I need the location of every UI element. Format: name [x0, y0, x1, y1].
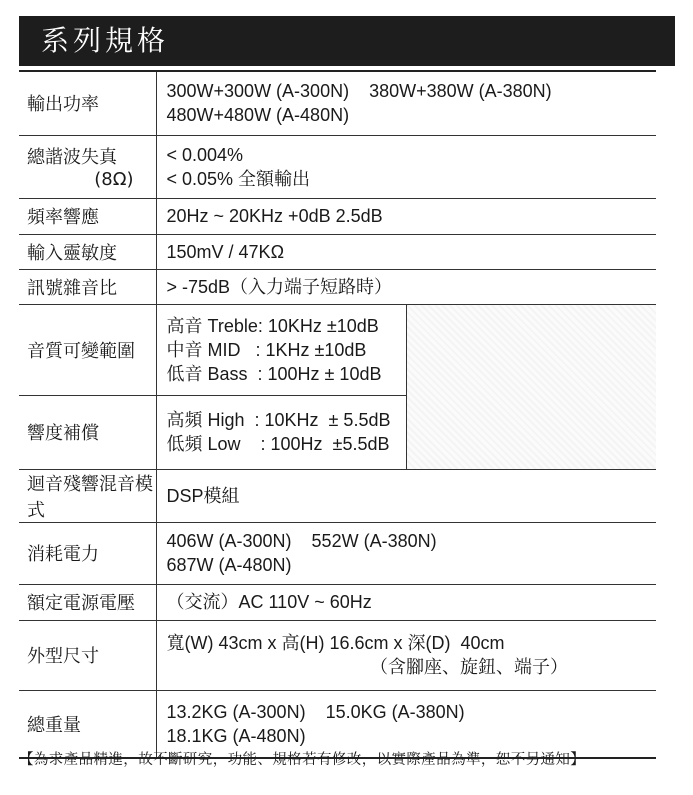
- spec-value: [156, 135, 656, 198]
- spec-value-line: DSP模組: [166, 485, 240, 506]
- spec-label: 響度補償: [19, 396, 156, 469]
- spec-value-line: 低音 Bass : 100Hz ± 10dB: [166, 363, 382, 384]
- table-row: [19, 234, 656, 269]
- spec-label: 音質可變範圍: [19, 304, 156, 396]
- spec-value-line: 高音 Treble: 10KHz ±10dB: [166, 315, 379, 336]
- spec-label: 輸入靈敏度: [19, 234, 156, 269]
- spec-value: [156, 584, 656, 620]
- table-row: [19, 522, 656, 584]
- page-title: 系列規格: [19, 16, 675, 66]
- spec-label: 頻率響應: [19, 198, 156, 234]
- spec-value-line: 低頻 Low : 100Hz ±5.5dB: [166, 434, 390, 455]
- table-row: [19, 620, 656, 690]
- spec-label: 額定電源電壓: [19, 584, 156, 620]
- spec-table: [19, 70, 656, 759]
- table-row: [19, 269, 656, 304]
- spec-value-line: 寬(W) 43cm x 高(H) 16.6cm x 深(D) 40cm: [166, 633, 505, 653]
- spec-value: [156, 71, 656, 135]
- spec-value-line: 406W (A-300N) 552W (A-380N): [166, 531, 437, 551]
- spec-value: [156, 396, 406, 469]
- spec-value: [156, 234, 656, 269]
- spec-label: 外型尺寸: [19, 620, 156, 690]
- spec-value-line: 18.1KG (A-480N): [166, 725, 306, 746]
- spec-value-line: < 0.004%: [166, 144, 244, 165]
- footer-note: 【為求產品精進，故不斷研究，功能、規格若有修改，以實際產品為準，恕不另通知】: [19, 752, 586, 768]
- spec-value-line: < 0.05% 全額輸出: [166, 168, 311, 189]
- spec-value-line: （含腳座、旋鈕、端子）: [370, 657, 568, 677]
- spec-value-line: 13.2KG (A-300N) 15.0KG (A-380N): [166, 701, 465, 722]
- spec-value-line: > -75dB（入力端子短路時）: [166, 276, 393, 297]
- spec-value-line: 中音 MID : 1KHz ±10dB: [166, 339, 367, 360]
- spec-label: 總重量: [19, 690, 156, 758]
- spec-value-line: 高頻 High : 10KHz ± 5.5dB: [166, 410, 391, 431]
- spec-value-line: 150mV / 47KΩ: [166, 241, 285, 262]
- spec-label: 輸出功率: [19, 71, 156, 135]
- table-row: [19, 71, 656, 135]
- spec-label: 訊號雜音比: [19, 269, 156, 304]
- spec-value: [156, 469, 656, 522]
- spec-value: [156, 198, 656, 234]
- spec-label: 消耗電力: [19, 522, 156, 584]
- table-row: [19, 198, 656, 234]
- spec-value: [156, 620, 656, 690]
- table-row: [19, 469, 656, 522]
- spec-value-line: 300W+300W (A-300N) 380W+380W (A-380N): [166, 81, 552, 102]
- image-placeholder: [406, 304, 656, 469]
- spec-value: [156, 522, 656, 584]
- table-row: [19, 304, 656, 396]
- table-row: [19, 135, 656, 198]
- spec-label: 迴音殘響混音模式: [19, 469, 156, 522]
- spec-label: [19, 135, 156, 198]
- spec-value-line: 20Hz ~ 20KHz +0dB 2.5dB: [166, 206, 383, 226]
- table-row: [19, 584, 656, 620]
- spec-value: [156, 269, 656, 304]
- spec-label-main: 總諧波失真: [27, 147, 117, 168]
- spec-value-line: （交流）AC 110V ~ 60Hz: [166, 592, 372, 612]
- spec-label-sub: (8Ω): [94, 169, 134, 190]
- spec-value-line: 480W+480W (A-480N): [166, 105, 350, 126]
- spec-value-line: 687W (A-480N): [166, 555, 292, 575]
- faded-image: [407, 305, 657, 469]
- spec-value: [156, 304, 406, 396]
